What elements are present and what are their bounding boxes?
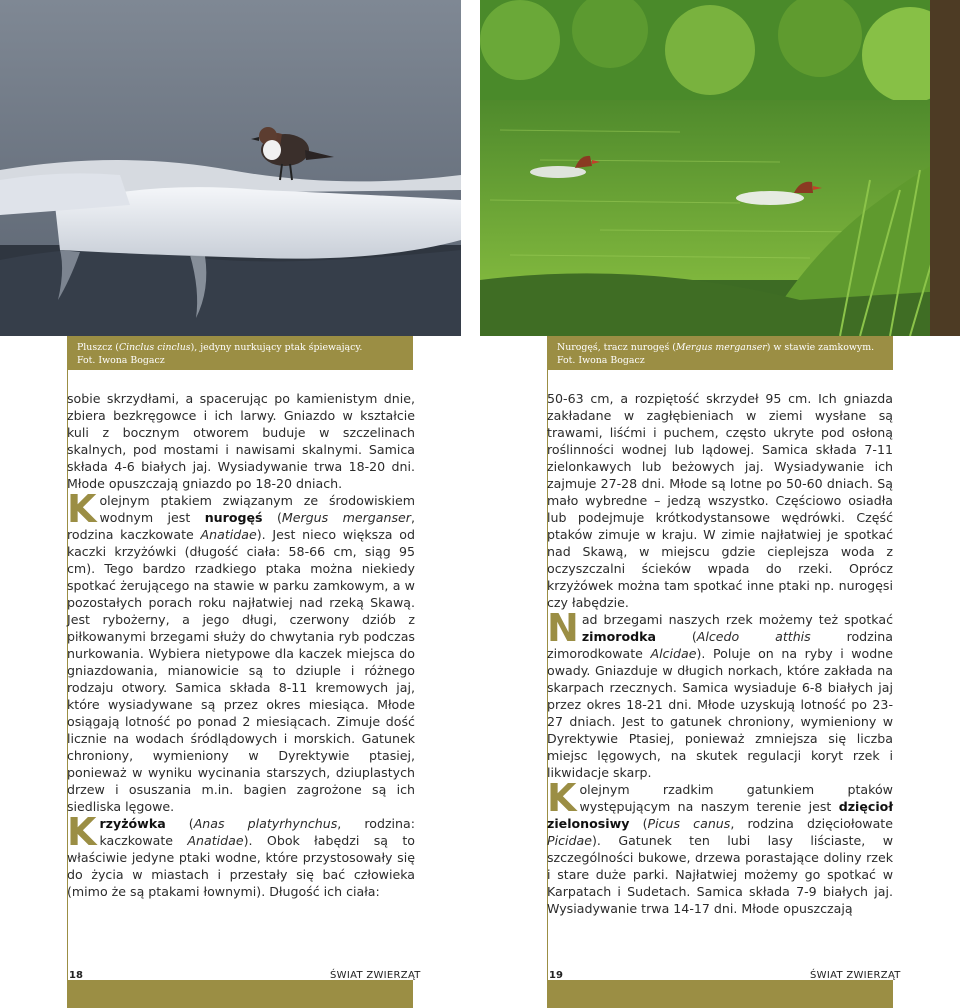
left-page-number: 18 bbox=[69, 970, 83, 981]
left-article-column bbox=[67, 390, 415, 900]
right-article-column bbox=[547, 390, 893, 917]
right-paragraph-1: 50-63 cm, a rozpiętość skrzydeł 95 cm. Ich gniazda zakładane w zagłębieniach w ziemi wysłane są trawami, liśćmi i puchem, często ukryte pod osłoną roślinności wodnej lub lądowej. Samica składa 7-11 zielonkawych lub beżowych jaj. Wysiadywanie ich zajmuje 27-28 dni. Młode są lotne po 50-60 dniach. Są mało wybredne – jedzą wszystko. Częściowo osiadła lub podejmuje krótkodystansowe wędrówki. Część ptaków zimuje w kraju. W zimie najłatwiej je spotkać nad Skawą, w miejscu gdzie cieplejsza woda z oczyszczalni ścieków wpada do rzeki. Oprócz krzyżówek można tam spotkać inne ptaki np. nurogęsi czy łabędzie. bbox=[547, 391, 893, 610]
dropcap: K bbox=[547, 776, 577, 820]
right-paragraph-3: Kolejnym rzadkim gatunkiem ptaków występującym na naszym terenie jest dzięcioł zielonosiwy (Picus canus, rodzina dzięciołowate Picidae). Gatunek ten lubi lasy liściaste, w szczególności bukowe, drzewa porastające doliny rzek i stare duże parki. Najłatwiej możemy go spotkać w Karpatach i Sudetach. Samica składa 7-9 białych jaj. Wysiadywanie trwa 14-17 dni. Młode opuszczają bbox=[547, 776, 893, 916]
left-paragraph-3: Krzyżówka (Anas platyrhynchus, rodzina: kaczkowate Anatidae). Obok łabędzi są to właściwie jedyne ptaki wodne, które przystosowały się do życia w miastach i przestały się bać człowieka (mimo że są ptakami łownymi). Długość ich ciała: bbox=[67, 810, 415, 899]
left-paragraph-2: Kolejnym ptakiem związanym ze środowiskiem wodnym jest nurogęś (Mergus merganser, rodzina kaczkowate Anatidae). Jest nieco większa od kaczki krzyżówki (długość ciała: 58-66 cm, siąg 95 cm). Tego bardzo rzadkiego ptaka można niekiedy spotkać żerującego na stawie w parku zamkowym, a w pozostałych porach roku najłatwiej nad rzeką Skawą. Jest rybożerny, a jego długi, czerwony dziób z piłkowanymi brzegami służy do chwytania ryb podczas nurkowania. Wybiera nietypowe dla kaczek miejsca do gniazdowania, mianowicie są to dziuple i różnego rodzaju otwory. Samica składa 8-11 kremowych jaj, które wysiadywane są przez okres miesiąca. Młode osiągają lotność po ponad 2 miesiącach. Zimuje dość licznie na wodach śródlądowych i morskich. Gatunek chroniony, wymieniony w Dyrektywie ptasiej, ponieważ w wyniku wycinania starszych, dziuplastych drzew i osuszania m.in. bagien zagrożone są ich siedliska lęgowe. bbox=[67, 487, 415, 814]
dropcap: K bbox=[67, 810, 97, 854]
merganser-photo bbox=[480, 0, 960, 336]
dropcap: N bbox=[547, 606, 579, 650]
dropcap: K bbox=[67, 487, 97, 531]
right-magazine-title: ŚWIAT ZWIERZĄT bbox=[810, 970, 901, 981]
right-page-number: 19 bbox=[549, 970, 563, 981]
left-photo-caption: Pluszcz (Cinclus cinclus), jedyny nurkujący ptak śpiewający. Fot. Iwona Bogacz bbox=[67, 336, 413, 370]
dipper-photo bbox=[0, 0, 461, 336]
left-magazine-title: ŚWIAT ZWIERZĄT bbox=[330, 970, 421, 981]
left-paragraph-1: sobie skrzydłami, a spacerując po kamienistym dnie, zbiera bezkręgowce i ich larwy. Gniazdo w kształcie kuli z bocznym otworem buduje w szczelinach skalnych, pod mostami i nawisami skalnymi. Samica składa 4-6 białych jaj. Wysiadywanie trwa 18-20 dni. Młode opuszczają gniazdo po 18-20 dniach. bbox=[67, 391, 415, 491]
right-paragraph-2: Nad brzegami naszych rzek możemy też spotkać zimorodka (Alcedo atthis rodzina zimorodkowate Alcidae). Poluje on na ryby i wodne owady. Gniazduje w długich norkach, które zakłada na skarpach rzecznych. Samica wysiaduje 6-8 białych jaj przez okres 18-21 dni. Młode uzyskują lotność po 23-27 dniach. Jest to gatunek chroniony, wymieniony w Dyrektywie Ptasiej, ponieważ zmniejsza się liczba miejsc lęgowych, na skutek regulacji koryt rzek i likwidacje skarp. bbox=[547, 606, 893, 780]
right-photo-caption: Nurogęś, tracz nurogęś (Mergus merganser) w stawie zamkowym. Fot. Iwona Bogacz bbox=[547, 336, 893, 370]
